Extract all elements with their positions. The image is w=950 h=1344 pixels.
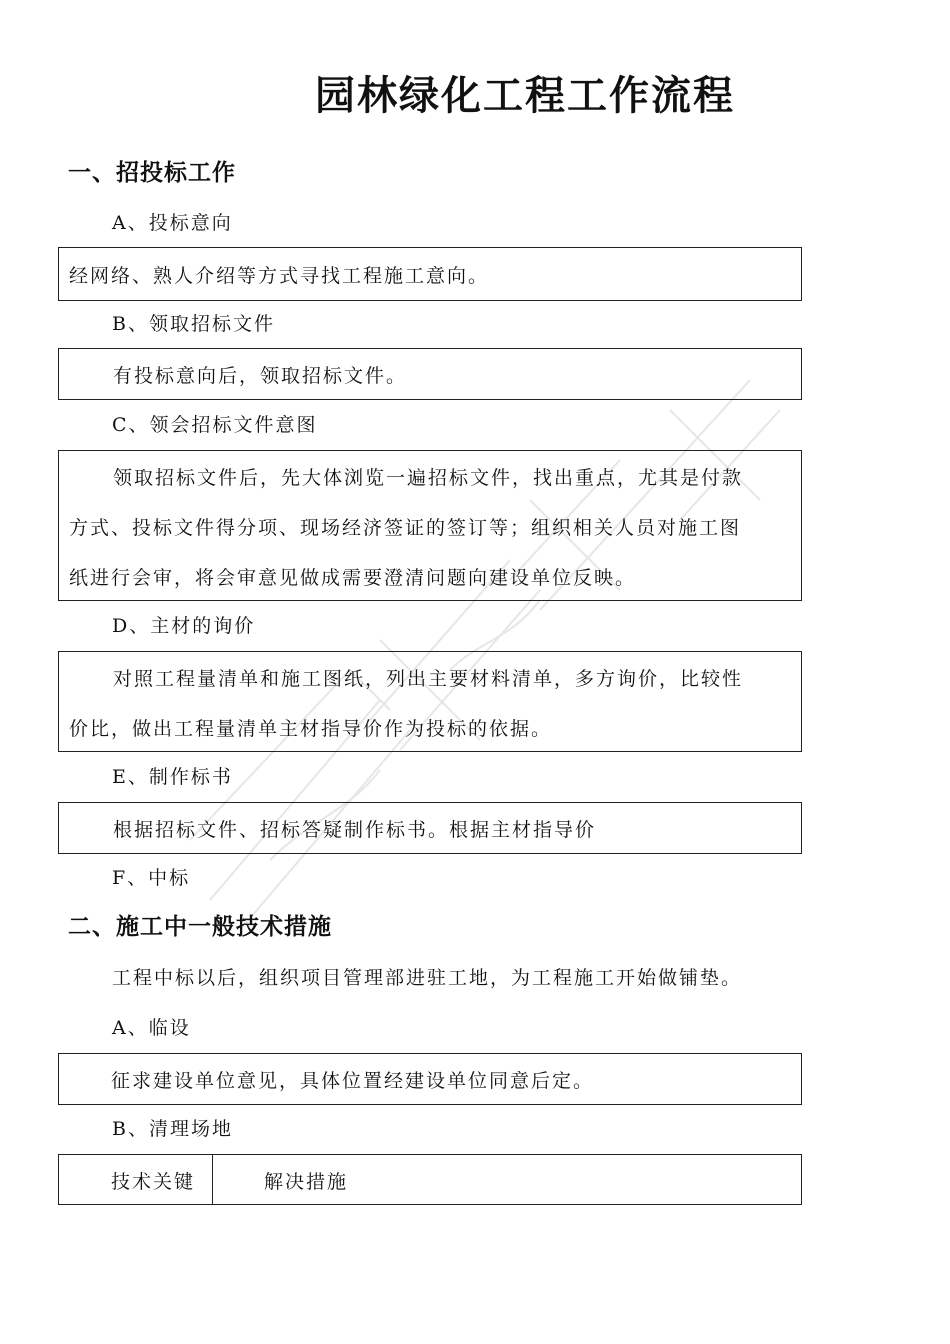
box-line: 对照工程量清单和施工图纸，列出主要材料清单，多方询价，比较性: [113, 668, 744, 690]
table-header-key: 技术关键: [111, 1171, 196, 1193]
table-divider: [212, 1155, 213, 1204]
item-box-b: [58, 348, 802, 400]
item-label-d: D、主材的询价: [112, 615, 256, 637]
section-intro: 工程中标以后，组织项目管理部进驻工地，为工程施工开始做铺垫。: [112, 967, 743, 989]
box-line: 征求建设单位意见，具体位置经建设单位同意后定。: [111, 1070, 595, 1092]
item-label-e: E、制作标书: [112, 766, 233, 788]
item-box-d: [58, 651, 802, 752]
box-line: 价比，做出工程量清单主材指导价作为投标的依据。: [69, 718, 553, 740]
item-label-b: B、领取招标文件: [112, 313, 275, 335]
item-label-temp-facilities: A、临设: [112, 1017, 191, 1039]
section-heading-bidding: 一、招投标工作: [68, 160, 236, 186]
document-title: 园林绿化工程工作流程: [315, 73, 735, 119]
item-box-e: [58, 802, 802, 854]
item-label-a: A、投标意向: [112, 212, 233, 234]
item-label-site-clearing: B、清理场地: [112, 1118, 233, 1140]
item-box-c: [58, 450, 802, 601]
box-line: 领取招标文件后，先大体浏览一遍招标文件，找出重点，尤其是付款: [113, 467, 744, 489]
box-line: 有投标意向后，领取招标文件。: [113, 365, 408, 387]
box-line: 纸进行会审，将会审意见做成需要澄清问题向建设单位反映。: [69, 567, 637, 589]
table-header-solution: 解决措施: [264, 1171, 349, 1193]
item-label-c: C、领会招标文件意图: [112, 414, 318, 436]
box-line: 方式、投标文件得分项、现场经济签证的签订等；组织相关人员对施工图: [69, 517, 742, 539]
box-line: 根据招标文件、招标答疑制作标书。根据主材指导价: [113, 819, 597, 841]
box-line: 经网络、熟人介绍等方式寻找工程施工意向。: [69, 265, 490, 287]
section-heading-technical: 二、施工中一般技术措施: [68, 914, 332, 940]
item-box-temp-facilities: [58, 1053, 802, 1105]
item-label-f: F、中标: [112, 867, 191, 889]
measures-table: [58, 1154, 802, 1205]
item-box-a: [58, 247, 802, 301]
